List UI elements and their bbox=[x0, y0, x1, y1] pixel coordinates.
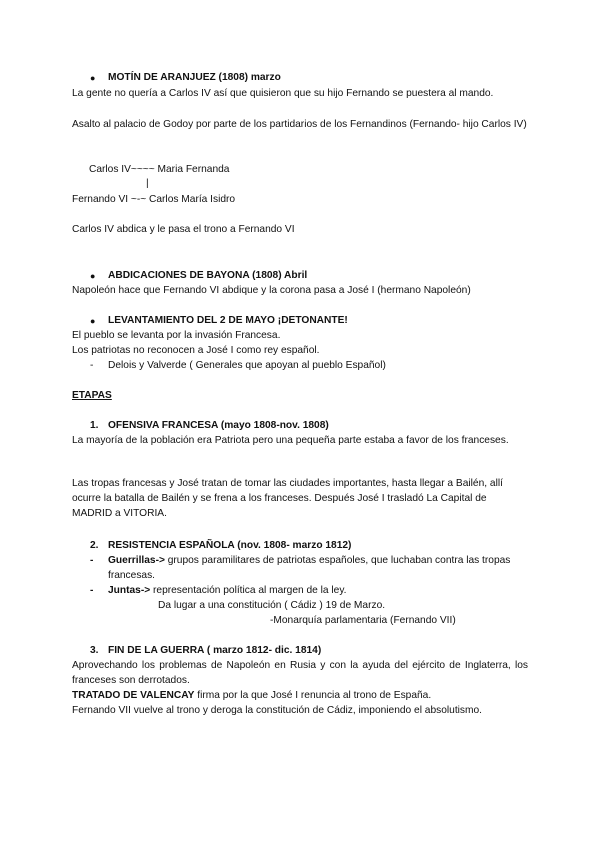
list-number: 2. bbox=[90, 540, 99, 551]
list-item-juntas bbox=[108, 583, 347, 598]
paragraph: Napoleón hace que Fernando VI abdique y la corona pasa a José I (hermano Napoleón) bbox=[72, 285, 471, 296]
paragraph: Aprovechando los problemas de Napoleón en Rusia y con la ayuda del ejército de Inglaterra, los franceses son derrotados. bbox=[72, 660, 528, 686]
bullet-icon: ● bbox=[90, 271, 96, 281]
paragraph: Las tropas francesas y José tratan de tomar las ciudades importantes, hasta llegar a Bailén, allí ocurre la batalla de Bailén y se frena a los franceses. Después José I trasladó La Capital de MADRID a VITORIA. bbox=[72, 478, 503, 519]
etapa-heading-resistencia: RESISTENCIA ESPAÑOLA (nov. 1808- marzo 1812) bbox=[108, 540, 352, 551]
tratado-text: firma por la que José I renuncia al trono de España. bbox=[194, 690, 432, 701]
paragraph-tratado bbox=[72, 688, 431, 703]
definition-juntas: representación política al margen de la ley. bbox=[150, 585, 347, 596]
dash-marker: - bbox=[90, 555, 94, 566]
bullet-icon: ● bbox=[90, 73, 96, 83]
dash-marker: - bbox=[90, 360, 94, 371]
list-number: 1. bbox=[90, 420, 99, 431]
etapa-heading-fin: FIN DE LA GUERRA ( marzo 1812- dic. 1814) bbox=[108, 645, 322, 656]
section-heading-motin: MOTÍN DE ARANJUEZ (1808) marzo bbox=[108, 72, 281, 83]
sub-item: Da lugar a una constitución ( Cádiz ) 19 de Marzo. bbox=[158, 600, 386, 611]
family-tree-line: Carlos IV~~~~ Maria Fernanda bbox=[89, 164, 230, 175]
term-guerrillas: Guerrillas-> bbox=[108, 555, 165, 566]
paragraph: Fernando VII vuelve al trono y deroga la constitución de Cádiz, imponiendo el absolutismo. bbox=[72, 705, 483, 716]
section-heading-bayona: ABDICACIONES DE BAYONA (1808) Abril bbox=[108, 270, 308, 281]
paragraph: Carlos IV abdica y le pasa el trono a Fernando VI bbox=[72, 224, 295, 235]
paragraph: Los patriotas no reconocen a José I como rey español. bbox=[72, 345, 320, 356]
paragraph: La mayoría de la población era Patriota pero una pequeña parte estaba a favor de los franceses. bbox=[72, 435, 509, 446]
list-item-guerrillas bbox=[108, 553, 528, 583]
list-item: Delois y Valverde ( Generales que apoyan al pueblo Español) bbox=[108, 360, 386, 371]
family-tree-connector: | bbox=[146, 178, 149, 189]
family-tree-line: Fernando VI ~-~ Carlos María Isidro bbox=[72, 194, 236, 205]
paragraph: Asalto al palacio de Godoy por parte de los partidarios de los Fernandinos (Fernando- hijo Carlos IV) bbox=[72, 119, 527, 130]
list-number: 3. bbox=[90, 645, 99, 656]
sub-item: -Monarquía parlamentaria (Fernando VII) bbox=[270, 615, 456, 626]
etapa-heading-ofensiva: OFENSIVA FRANCESA (mayo 1808-nov. 1808) bbox=[108, 420, 329, 431]
definition-guerrillas: grupos paramilitares de patriotas españoles, que luchaban contra las tropas francesas. bbox=[108, 555, 511, 581]
tratado-name: TRATADO DE VALENCAY bbox=[72, 690, 195, 701]
section-heading-levantamiento: LEVANTAMIENTO DEL 2 DE MAYO ¡DETONANTE! bbox=[108, 315, 348, 326]
paragraph: La gente no quería a Carlos IV así que quisieron que su hijo Fernando se puestera al mando. bbox=[72, 88, 494, 99]
etapas-heading: ETAPAS bbox=[72, 390, 112, 401]
dash-marker: - bbox=[90, 585, 94, 596]
bullet-icon: ● bbox=[90, 316, 96, 326]
term-juntas: Juntas-> bbox=[108, 585, 151, 596]
paragraph: El pueblo se levanta por la invasión Francesa. bbox=[72, 330, 281, 341]
